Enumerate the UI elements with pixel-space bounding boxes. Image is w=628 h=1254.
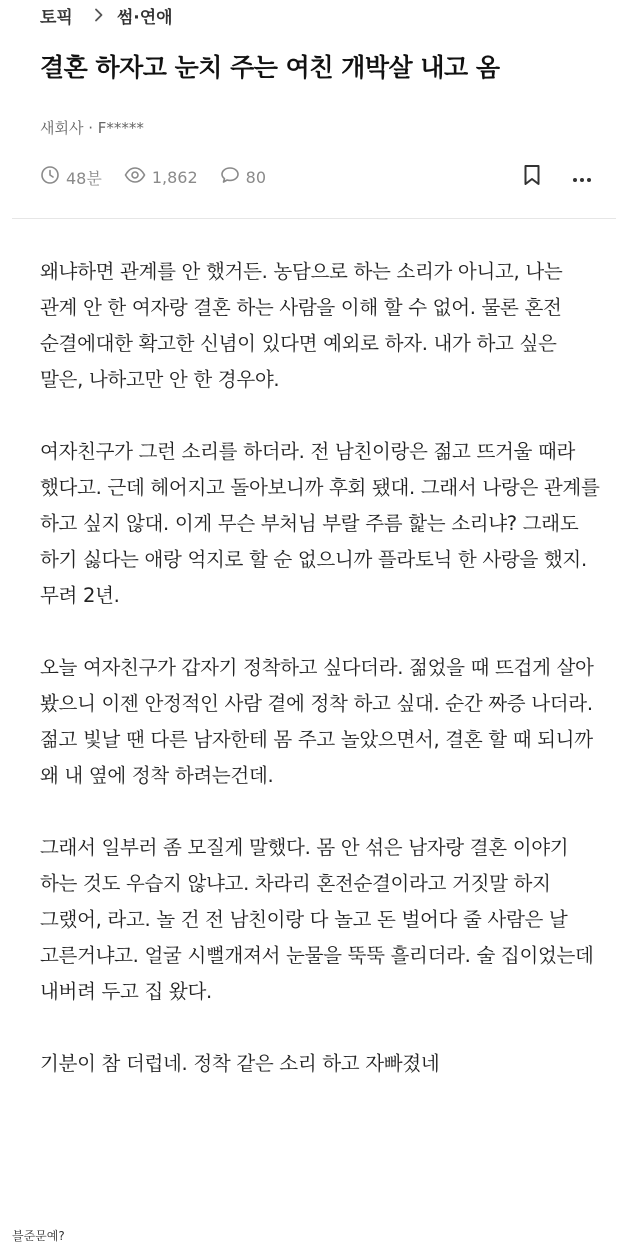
post-time-text: 48분 xyxy=(66,168,102,188)
post-paragraph: 왜냐하면 관계를 안 했거든. 농담으로 하는 소리가 아니고, 나는 관계 안 한 여자랑 결혼 하는 사람을 이해 할 수 없어. 물론 혼전 순결에대한 확고한 신념이 있다면 예외로 하자. 내가 하고 싶은 말은, 나하고만 안 한 경우야. xyxy=(40,260,563,391)
more-button[interactable] xyxy=(568,163,596,191)
breadcrumb-category[interactable]: 썸·연애 xyxy=(116,7,173,28)
post-views-count: 1,862 xyxy=(151,167,198,187)
breadcrumb-topic[interactable]: 토픽 xyxy=(40,7,73,28)
post-meta xyxy=(40,163,288,191)
bookmark-icon xyxy=(523,164,541,190)
eye-icon xyxy=(124,165,152,189)
post-body xyxy=(40,254,600,1082)
post-views xyxy=(124,165,198,189)
post-paragraph: 그래서 일부러 좀 모질게 말했다. 몸 안 섞은 남자랑 결혼 이야기 하는 것도 우습지 않냐고. 차라리 혼전순결이라고 거짓말 하지 그랬어, 라고. 놀 건 전 남친이랑 다 놀고 돈 벌어다 줄 사람은 날 고른거냐고. 얼굴 시뻘개져서 눈물을 뚝뚝 흘리더라. 술 집이었는데 내버려 두고 집 왔다. xyxy=(40,836,594,1003)
more-icon xyxy=(572,168,592,187)
breadcrumb xyxy=(40,2,173,28)
post-paragraph: 오늘 여자친구가 갑자기 정착하고 싶다더라. 젊었을 때 뜨겁게 살아 봤으니 이젠 안정적인 사람 곁에 정착 하고 싶대. 순간 짜증 나더라. 젊고 빛날 땐 다른 남자한테 몸 주고 놀았으면서, 결혼 할 때 되니까 왜 내 옆에 정착 하려는건데. xyxy=(40,656,594,787)
chevron-right-icon xyxy=(91,7,107,23)
post-time xyxy=(40,165,102,189)
clock-icon xyxy=(40,165,66,189)
post-paragraph: 여자친구가 그런 소리를 하더라. 전 남친이랑은 젊고 뜨거울 때라 했다고. 근데 헤어지고 돌아보니까 후회 됐대. 그래서 나랑은 관계를 하고 싶지 않대. 이게 무슨 부처님 부랄 주름 핥는 소리냐? 그래도 하기 싫다는 애랑 억지로 할 순 없으니까 플라토닉 한 사랑을 했지. 무려 2년. xyxy=(40,440,600,607)
post-comments-count: 80 xyxy=(245,167,266,187)
post-author[interactable]: 새회사 · F***** xyxy=(40,119,144,137)
comment-icon xyxy=(220,165,246,189)
post-paragraph: 기분이 참 더럽네. 정착 같은 소리 하고 자빠졌네 xyxy=(40,1052,440,1075)
header-divider xyxy=(12,218,616,219)
footer-caption: 블준문예? xyxy=(12,1229,65,1243)
post-actions xyxy=(496,163,596,191)
post-title: 결혼 하자고 눈치 주는 여친 개박살 내고 옴 xyxy=(40,53,500,82)
bookmark-button[interactable] xyxy=(518,163,546,191)
post-comments[interactable] xyxy=(220,165,266,189)
